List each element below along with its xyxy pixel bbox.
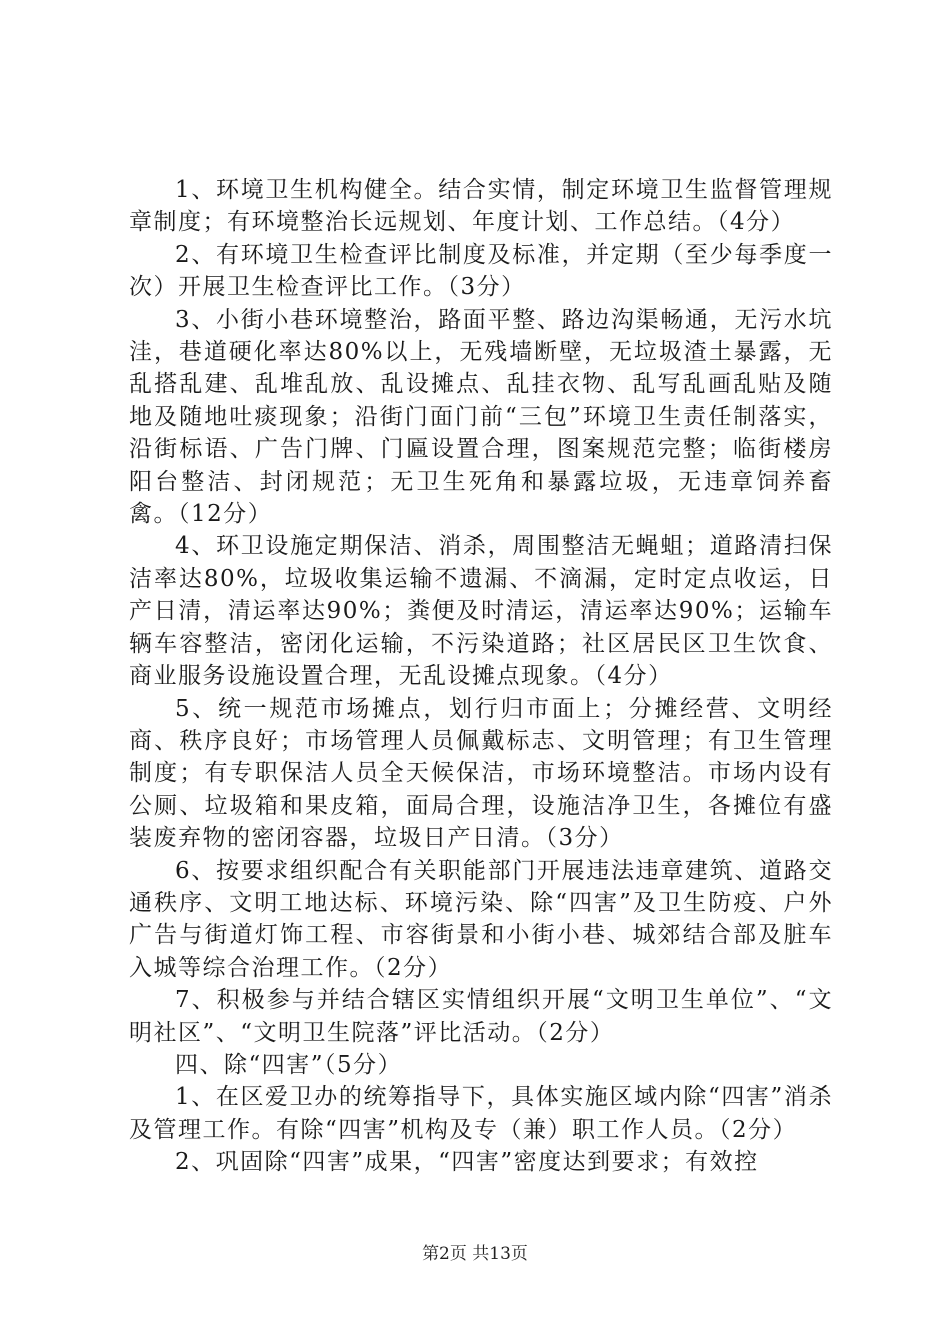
paragraph-civilized-units: 7、积极参与并结合辖区实情组织开展“文明卫生单位”、“文明社区”、“文明卫生院落”评比活动。（2分） bbox=[129, 987, 833, 1046]
paragraph-joint-governance: 6、按要求组织配合有关职能部门开展违法违章建筑、道路交通秩序、文明工地达标、环境污染、除“四害”及卫生防疫、户外广告与街道灯饰工程、市容街景和小街小巷、城郊结合部及脏车入城等综合治理工作。（2分） bbox=[129, 857, 833, 981]
document-body bbox=[129, 174, 833, 1179]
page-number-footer: 第2页 共13页 bbox=[422, 1244, 528, 1264]
paragraph-market-stalls: 5、统一规范市场摊点，划行归市面上；分摊经营、文明经商、秩序良好；市场管理人员佩戴标志、文明管理；有卫生管理制度；有专职保洁人员全天候保洁，市场环境整洁。市场内设有公厕、垃圾箱和果皮箱，面局合理，设施洁净卫生，各摊位有盛装废弃物的密闭容器，垃圾日产日清。（3分） bbox=[129, 695, 833, 852]
paragraph-alley-cleanup: 3、小街小巷环境整治，路面平整、路边沟渠畅通，无污水坑洼，巷道硬化率达80%以上，无残墙断壁，无垃圾渣土暴露，无乱搭乱建、乱堆乱放、乱设摊点、乱挂衣物、乱写乱画乱贴及随地及随地吐痰现象；沿街门面门前“三包”环境卫生责任制落实，沿街标语、广告门牌、门匾设置合理，图案规范完整；临街楼房阳台整洁、封闭规范；无卫生死角和暴露垃圾，无违章饲养畜禽。（12分） bbox=[129, 306, 833, 528]
section-heading-four-pests: 四、除“四害”（5分） bbox=[175, 1051, 403, 1078]
paragraph-pest-results: 2、巩固除“四害”成果，“四害”密度达到要求；有效控 bbox=[175, 1149, 759, 1176]
paragraph-env-org: 1、环境卫生机构健全。结合实情，制定环境卫生监督管理规章制度；有环境整治长远规划、年度计划、工作总结。（4分） bbox=[129, 177, 833, 236]
paragraph-inspection: 2、有环境卫生检查评比制度及标准，并定期（至少每季度一次）开展卫生检查评比工作。（3分） bbox=[129, 241, 833, 301]
paragraph-sanitation-facilities: 4、环卫设施定期保洁、消杀，周围整洁无蝇蛆；道路清扫保洁率达80%，垃圾收集运输不遗漏、不滴漏，定时定点收运，日产日清，清运率达90%；粪便及时清运，清运率达90%；运输车辆车容整洁，密闭化运输，不污染道路；社区居民区卫生饮食、商业服务设施设置合理，无乱设摊点现象。（4分） bbox=[129, 533, 833, 690]
paragraph-pest-control-org: 1、在区爱卫办的统筹指导下，具体实施区域内除“四害”消杀及管理工作。有除“四害”机构及专（兼）职工作人员。（2分） bbox=[129, 1084, 833, 1143]
